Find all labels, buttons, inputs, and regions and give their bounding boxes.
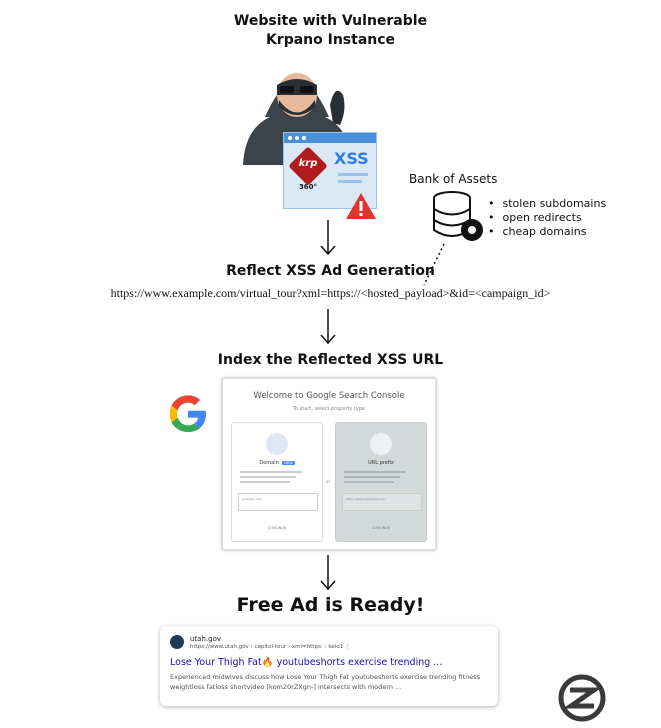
- window-dot-icon: [295, 136, 299, 140]
- card-text-line: [344, 476, 400, 478]
- domain-input-text: example.com: [242, 497, 263, 501]
- diagram-title: [0, 12, 661, 50]
- payload-url: https://www.example.com/virtual_tour?xml=https://<hosted_payload>&id=<campaign_id>: [110, 286, 551, 300]
- warning-icon: [345, 192, 377, 220]
- or-separator: or: [326, 479, 331, 484]
- title-line-2: Krpano Instance: [265, 32, 396, 48]
- browser-titlebar: [284, 133, 376, 143]
- step-ready: Free Ad is Ready!: [236, 594, 425, 616]
- url-prefix-input[interactable]: [342, 493, 422, 511]
- gsc-title: Welcome to Google Search Console: [253, 391, 405, 401]
- bank-item: • open redirects: [488, 211, 606, 225]
- domain-input[interactable]: [238, 493, 318, 511]
- new-badge: NEW: [284, 461, 293, 465]
- bank-item: • stolen subdomains: [488, 197, 606, 211]
- content-line: [338, 180, 362, 183]
- card-text-line: [344, 471, 406, 473]
- snippet-line: weightloss fatloss shortvideo [kom20rZXgn-] intersects with modern ...: [170, 683, 402, 691]
- krpano-logo-text: krp: [298, 158, 318, 169]
- card-text-line: [240, 481, 290, 483]
- window-dot-icon: [302, 136, 306, 140]
- bank-item: • cheap domains: [488, 225, 606, 239]
- google-logo-icon: [166, 392, 210, 436]
- down-arrow-icon: [318, 555, 338, 591]
- gsc-subtitle: To start, select property type: [292, 406, 366, 412]
- search-console-screenshot: [222, 378, 436, 550]
- card-text-line: [240, 471, 302, 473]
- window-dot-icon: [288, 136, 292, 140]
- bank-title: Bank of Assets: [409, 172, 498, 186]
- url-prefix-card[interactable]: [335, 422, 427, 542]
- card-text-line: [240, 476, 296, 478]
- domain-card-label: [232, 460, 322, 466]
- domain-label: Domain: [259, 460, 279, 466]
- url-prefix-input-text: https://www.example.com: [346, 497, 386, 501]
- domain-continue-button[interactable]: CONTINUE: [267, 526, 287, 530]
- url-prefix-continue-button[interactable]: CONTINUE: [371, 526, 391, 530]
- result-snippet: [170, 672, 490, 692]
- down-arrow-icon: [318, 309, 338, 345]
- database-icon: [430, 190, 486, 244]
- xss-label: XSS: [334, 149, 369, 168]
- result-title-link[interactable]: Lose Your Thigh Fat🔥 youtubeshorts exercise trending ...: [170, 657, 443, 668]
- step-reflect: Reflect XSS Ad Generation: [226, 263, 435, 279]
- card-text-line: [344, 481, 394, 483]
- bank-list: [488, 197, 606, 239]
- content-line: [338, 173, 368, 176]
- site-favicon-icon: [170, 635, 184, 649]
- step-index: Index the Reflected XSS URL: [217, 352, 444, 368]
- url-prefix-label: URL prefix: [368, 460, 394, 466]
- result-breadcrumb[interactable]: https://www.utah.gov › capitol-tour › xml=https: › kelo1 ⋮: [190, 644, 351, 650]
- domain-sitemap-icon: [266, 433, 288, 455]
- result-site-name: utah.gov: [190, 635, 222, 643]
- snippet-line: Experienced midwives discuss how Lose Your Thigh Fat youtubeshorts exercise trending fitness: [170, 673, 481, 681]
- title-line-1: Website with Vulnerable: [233, 13, 428, 29]
- krpano-360-badge: 360°: [298, 183, 318, 191]
- domain-card[interactable]: [231, 422, 323, 542]
- down-arrow-icon: [318, 220, 338, 256]
- url-prefix-sitemap-icon: [370, 433, 392, 455]
- corner-brand-logo-icon: [558, 674, 606, 722]
- search-result-card: [160, 626, 498, 706]
